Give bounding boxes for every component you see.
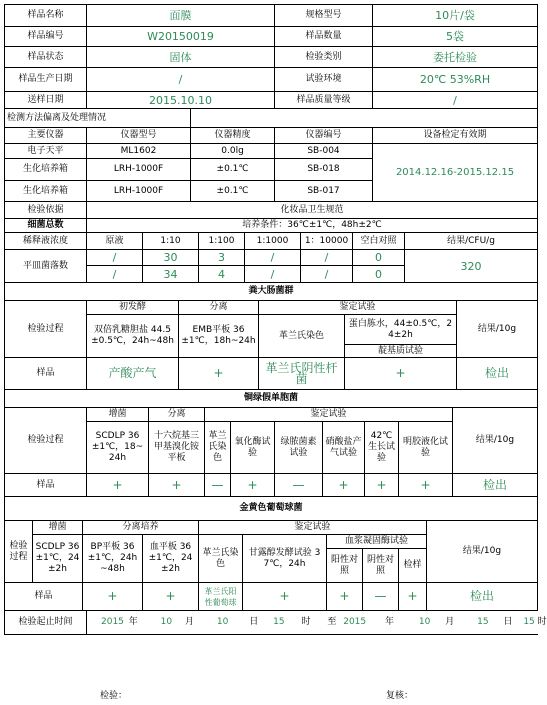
staph-r-sample: +: [399, 583, 427, 611]
plate-count: 0: [353, 250, 405, 266]
plate-count: /: [87, 266, 143, 283]
signature-row: [0, 688, 534, 702]
basis-value: 化妆品卫生规范: [87, 202, 538, 219]
pseudomonas-result-label: 结果/10g: [453, 408, 538, 474]
total-result-label: 结果/CFU/g: [405, 233, 538, 250]
staph-r-neg: —: [363, 583, 399, 611]
staph-bp-text: BP平板 36±1℃，24h~48h: [83, 535, 143, 583]
inst-row-model: ML1602: [87, 144, 191, 159]
plate-count: 4: [199, 266, 245, 283]
staph-blood-text: 血平板 36±1℃，24±2h: [143, 535, 199, 583]
coliform-enrich-text: 双倍乳糖胆盐 44.5±0.5℃，24h~48h: [87, 315, 179, 358]
plate-count: 34: [143, 266, 199, 283]
send-date-label: 送样日期: [5, 92, 87, 109]
pseudomonas-col-enrich: 增菌: [87, 408, 149, 422]
plate-count: /: [245, 250, 301, 266]
inst-row-name: 电子天平: [5, 144, 87, 159]
inst-row-id: SB-017: [275, 181, 373, 202]
coliform-col-sep: 分离: [179, 301, 259, 315]
dilution: 原液: [87, 233, 143, 250]
inst-row-precision: ±0.1℃: [191, 181, 275, 202]
plate-count: /: [87, 250, 143, 266]
pseudomonas-result: 检出: [453, 474, 538, 497]
inst-row-name: 生化培养箱: [5, 159, 87, 181]
inst-row-model: LRH-1000F: [87, 181, 191, 202]
pseudomonas-r-test: —: [205, 474, 231, 497]
inst-head-id: 仪器编号: [275, 128, 373, 144]
dilution-label: 稀释液浓度: [5, 233, 87, 250]
staph-mannitol-text: 甘露醇发酵试验 37℃，24h: [243, 535, 327, 583]
plate-label: 平皿菌落数: [5, 250, 87, 283]
total-result: 320: [405, 250, 538, 283]
staph-result-label: 结果/10g: [427, 521, 538, 583]
dilution: 1:10: [143, 233, 199, 250]
staph-result: 检出: [427, 583, 538, 611]
state-label: 样品状态: [5, 47, 87, 68]
staph-r-gram: 革兰氏阳性葡萄球: [199, 583, 243, 611]
period-h1: 15: [273, 617, 285, 627]
type-label: 检验类别: [275, 47, 373, 68]
coliform-process-label: 检验过程: [5, 301, 87, 358]
staph-enrich-text: SCDLP 36±1℃，24±2h: [33, 535, 83, 583]
staph-col-id: 鉴定试验: [199, 521, 427, 535]
period-label: 检验起止时间: [5, 611, 87, 635]
coliform-r-enrich: 产酸产气: [87, 358, 179, 390]
pseudomonas-sep-text: 十六烷基三甲基溴化铵平板: [149, 422, 205, 474]
spec-value: 10片/袋: [373, 5, 538, 27]
basis-label: 检验依据: [5, 202, 87, 219]
staph-sample-label: 样品: [5, 583, 83, 611]
staph-sample-col: 检样: [399, 549, 427, 583]
staph-process-label: 检验过程: [5, 521, 33, 583]
staph-col-sep: 分离培养: [83, 521, 199, 535]
staph-r-blood: +: [143, 583, 199, 611]
prod-date-value: /: [87, 68, 275, 92]
staph-r-bp: +: [83, 583, 143, 611]
period-y1: 2015: [101, 617, 124, 627]
total-count-condition: 培养条件：36℃±1℃，48h±2℃: [87, 219, 538, 233]
coliform-title: 粪大肠菌群: [5, 283, 538, 301]
total-count-table: [4, 218, 538, 283]
sample-no-value: W20150019: [87, 27, 275, 47]
pseudomonas-test: 氧化酶试验: [231, 422, 275, 474]
pseudomonas-test: 绿脓菌素试验: [275, 422, 323, 474]
pseudomonas-test: 革兰氏染色: [205, 422, 231, 474]
total-count-label: 细菌总数: [5, 219, 87, 233]
plate-count: 30: [143, 250, 199, 266]
period-m1: 10: [160, 617, 173, 627]
coliform-result-label: 结果/10g: [457, 301, 538, 358]
pseudomonas-enrich-text: SCDLP 36±1℃，18~24h: [87, 422, 149, 474]
coliform-result: 检出: [457, 358, 538, 390]
period-m2: 10: [418, 617, 431, 627]
staph-r-pos: +: [327, 583, 363, 611]
period-shi2: 时: [537, 617, 547, 627]
pseudomonas-sample-label: 样品: [5, 474, 87, 497]
pseudomonas-test: 硝酸盐产气试验: [323, 422, 365, 474]
state-value: 固体: [87, 47, 275, 68]
period-h2: 15: [523, 617, 535, 627]
coliform-r-gram: 革兰氏阴性杆菌: [259, 358, 345, 390]
pseudomonas-title: 铜绿假单胞菌: [5, 390, 538, 408]
type-value: 委托检验: [373, 47, 538, 68]
coliform-gram-text: 革兰氏染色: [259, 315, 345, 358]
env-value: 20℃ 53%RH: [373, 68, 538, 92]
grade-label: 样品质量等级: [275, 92, 373, 109]
pseudomonas-process-label: 检验过程: [5, 408, 87, 474]
period-nian2: 年: [385, 617, 395, 627]
coliform-sample-label: 样品: [5, 358, 87, 390]
pseudomonas-r-test: —: [275, 474, 323, 497]
coliform-peptone-text: 蛋白胨水，44±0.5℃，24±2h: [345, 315, 457, 345]
pseudomonas-col-sep: 分离: [149, 408, 205, 422]
plate-count: 3: [199, 250, 245, 266]
grade-value: /: [373, 92, 538, 109]
sample-name-value: 面膜: [87, 5, 275, 27]
test-record-sheet: [4, 4, 547, 635]
pseudomonas-r-test: +: [323, 474, 365, 497]
pseudomonas-r-enrich: +: [87, 474, 149, 497]
pseudomonas-test: 42℃生长试验: [365, 422, 399, 474]
env-label: 试验环境: [275, 68, 373, 92]
staph-title: 金黄色葡萄球菌: [5, 497, 538, 521]
inst-head-precision: 仪器精度: [191, 128, 275, 144]
coliform-indole-text: 靛基质试验: [345, 345, 457, 358]
period-d1: 10: [216, 617, 229, 627]
staph-neg-ctrl: 阴性对照: [363, 549, 399, 583]
pseudomonas-table: [4, 389, 538, 497]
staph-gram-text: 革兰氏染色: [199, 535, 243, 583]
coliform-col-enrich: 初发酵: [87, 301, 179, 315]
spec-label: 规格型号: [275, 5, 373, 27]
period-nian: 年: [128, 617, 138, 627]
period-yue: 月: [185, 617, 195, 627]
staph-pos-ctrl: 阳性对照: [327, 549, 363, 583]
staph-table: [4, 496, 538, 611]
pseudomonas-r-sep: +: [149, 474, 205, 497]
qty-label: 样品数量: [275, 27, 373, 47]
dilution: 1:1000: [245, 233, 301, 250]
sample-no-label: 样品编号: [5, 27, 87, 47]
inst-row-id: SB-004: [275, 144, 373, 159]
staph-col-enrich: 增菌: [33, 521, 83, 535]
staph-r-mannitol: +: [243, 583, 327, 611]
pseudomonas-test: 明胶液化试验: [399, 422, 453, 474]
period-table: [4, 610, 547, 635]
period-zhi: 至: [327, 617, 337, 627]
inst-head-model: 仪器型号: [87, 128, 191, 144]
pseudomonas-col-id: 鉴定试验: [205, 408, 453, 422]
coliform-r-indole: +: [345, 358, 457, 390]
inst-validity: 2014.12.16-2015.12.15: [373, 144, 538, 202]
inst-head-name: 主要仪器: [5, 128, 87, 144]
method-note-value: [191, 109, 538, 128]
dilution: 1:100: [199, 233, 245, 250]
period-value: [87, 611, 547, 635]
coliform-col-id: 鉴定试验: [259, 301, 457, 315]
inst-row-id: SB-018: [275, 159, 373, 181]
inst-row-precision: 0.0lg: [191, 144, 275, 159]
dilution: 空白对照: [353, 233, 405, 250]
inst-row-model: LRH-1000F: [87, 159, 191, 181]
inst-row-name: 生化培养箱: [5, 181, 87, 202]
method-note: 检测方法偏离及处理情况: [5, 109, 191, 128]
qty-value: 5袋: [373, 27, 538, 47]
plate-count: /: [301, 266, 353, 283]
plate-count: 0: [353, 266, 405, 283]
inst-row-precision: ±0.1℃: [191, 159, 275, 181]
prod-date-label: 样品生产日期: [5, 68, 87, 92]
instrument-table: [4, 108, 538, 219]
plate-count: /: [245, 266, 301, 283]
inspector-label: 检验：: [100, 691, 128, 701]
send-date-value: 2015.10.10: [87, 92, 275, 109]
pseudomonas-r-test: +: [365, 474, 399, 497]
reviewer-label: 复核：: [386, 691, 414, 701]
coliform-table: [4, 282, 538, 390]
period-yue2: 月: [445, 617, 455, 627]
period-ri: 日: [249, 617, 259, 627]
pseudomonas-r-test: +: [231, 474, 275, 497]
header-table: [4, 4, 538, 109]
dilution: 1：10000: [301, 233, 353, 250]
plate-count: /: [301, 250, 353, 266]
period-d2: 15: [477, 617, 489, 627]
coliform-sep-text: EMB平板 36±1℃，18h~24h: [179, 315, 259, 358]
pseudomonas-r-test: +: [399, 474, 453, 497]
staph-coag-text: 血浆凝固酶试验: [327, 535, 427, 549]
period-ri2: 日: [503, 617, 513, 627]
period-shi: 时: [301, 617, 311, 627]
coliform-r-sep: +: [179, 358, 259, 390]
sample-name-label: 样品名称: [5, 5, 87, 27]
inst-head-validity: 设备检定有效期: [373, 128, 538, 144]
period-y2: 2015: [343, 617, 367, 627]
